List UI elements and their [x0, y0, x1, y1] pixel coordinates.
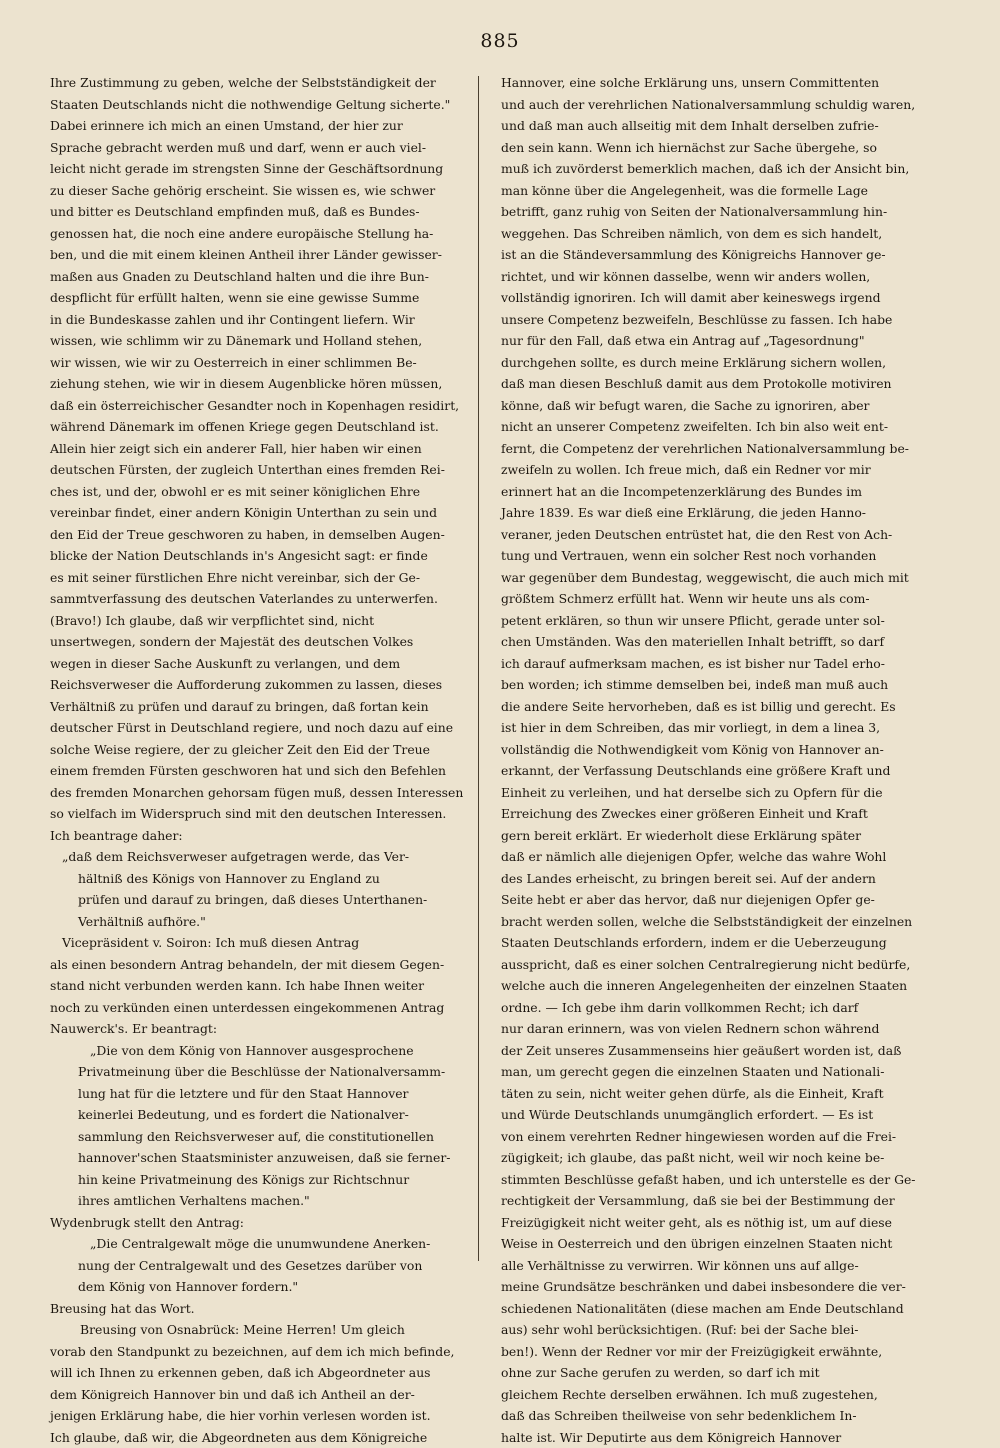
left-column — [50, 72, 473, 1268]
left-column-line: in die Bundeskasse zahlen und ihr Contingent liefern. Wir — [50, 309, 473, 331]
left-column-line: Ich glaube, daß wir, die Abgeordneten aus dem Königreiche — [50, 1427, 473, 1448]
left-column-line: keinerlei Bedeutung, und es fordert die Nationalver- — [50, 1104, 473, 1126]
left-column-line: hin keine Privatmeinung des Königs zur Richtschnur — [50, 1169, 473, 1191]
left-column-line: ziehung stehen, wie wir in diesem Augenblicke hören müssen, — [50, 373, 473, 395]
left-column-line: lung hat für die letztere und für den Staat Hannover — [50, 1083, 473, 1105]
right-column-line: durchgehen sollte, es durch meine Erklärung sichern wollen, — [501, 352, 924, 374]
left-column-line: des fremden Monarchen gehorsam fügen muß, dessen Interessen — [50, 782, 473, 804]
right-column-line: Seite hebt er aber das hervor, daß nur diejenigen Opfer ge- — [501, 889, 924, 911]
left-column-line: genossen hat, die noch eine andere europäische Stellung ha- — [50, 223, 473, 245]
left-column-line: den Eid der Treue geschworen zu haben, in demselben Augen- — [50, 524, 473, 546]
left-column-line: dem König von Hannover fordern." — [50, 1276, 473, 1298]
left-column-line: daß ein österreichischer Gesandter noch in Kopenhagen residirt, — [50, 395, 473, 417]
left-column-line: Breusing hat das Wort. — [50, 1298, 473, 1320]
left-column-line: und bitter es Deutschland empfinden muß, daß es Bundes- — [50, 201, 473, 223]
left-column-line: despflicht für erfüllt halten, wenn sie eine gewisse Summe — [50, 287, 473, 309]
right-column-line: halte ist. Wir Deputirte aus dem Königreich Hannover — [501, 1427, 924, 1448]
left-column-line: sammtverfassung des deutschen Vaterlandes zu unterwerfen. — [50, 588, 473, 610]
left-column-line: maßen aus Gnaden zu Deutschland halten und die ihre Bun- — [50, 266, 473, 288]
left-column-line: hannover'schen Staatsminister anzuweisen, daß sie ferner- — [50, 1147, 473, 1169]
right-column-line: ordne. — Ich gebe ihm darin vollkommen Recht; ich darf — [501, 997, 924, 1019]
right-column-line: und daß man auch allseitig mit dem Inhalt derselben zufrie- — [501, 115, 924, 137]
right-column-line: war gegenüber dem Bundestag, weggewischt, die auch mich mit — [501, 567, 924, 589]
right-column-line: und Würde Deutschlands unumgänglich erfordert. — Es ist — [501, 1104, 924, 1126]
left-column-line: Privatmeinung über die Beschlüsse der Nationalversamm- — [50, 1061, 473, 1083]
left-column-line: wegen in dieser Sache Auskunft zu verlangen, und dem — [50, 653, 473, 675]
right-column-line: nur für den Fall, daß etwa ein Antrag auf „Tagesordnung" — [501, 330, 924, 352]
left-column-line: jenigen Erklärung habe, die hier vorhin verlesen worden ist. — [50, 1405, 473, 1427]
right-column-line: ben worden; ich stimme demselben bei, indeß man muß auch — [501, 674, 924, 696]
left-column-line: Ich beantrage daher: — [50, 825, 473, 847]
left-column-line: Verhältniß aufhöre." — [50, 911, 473, 933]
left-column-line: hältniß des Königs von Hannover zu England zu — [50, 868, 473, 890]
right-column-line: gleichem Rechte derselben erwähnen. Ich muß zugestehen, — [501, 1384, 924, 1406]
left-column-line: Wydenbrugk stellt den Antrag: — [50, 1212, 473, 1234]
left-column-line: nung der Centralgewalt und des Gesetzes darüber von — [50, 1255, 473, 1277]
left-column-line: prüfen und darauf zu bringen, daß dieses Unterthanen- — [50, 889, 473, 911]
left-column-line: Allein hier zeigt sich ein anderer Fall, hier haben wir einen — [50, 438, 473, 460]
column-divider — [478, 76, 479, 1261]
right-column-line: chen Umständen. Was den materiellen Inhalt betrifft, so darf — [501, 631, 924, 653]
right-column-line: gern bereit erklärt. Er wiederholt diese Erklärung später — [501, 825, 924, 847]
right-column-line: und auch der verehrlichen Nationalversammlung schuldig waren, — [501, 94, 924, 116]
right-column-line: Staaten Deutschlands erfordern, indem er die Ueberzeugung — [501, 932, 924, 954]
right-column-line: veraner, jeden Deutschen entrüstet hat, die den Rest von Ach- — [501, 524, 924, 546]
left-column-line: als einen besondern Antrag behandeln, der mit diesem Gegen- — [50, 954, 473, 976]
left-column-line: sammlung den Reichsverweser auf, die constitutionellen — [50, 1126, 473, 1148]
left-column-line: noch zu verkünden einen unterdessen eingekommenen Antrag — [50, 997, 473, 1019]
right-column-line: Freizügigkeit nicht weiter geht, als es nöthig ist, um auf diese — [501, 1212, 924, 1234]
left-column-line: Staaten Deutschlands nicht die nothwendige Geltung sicherte." — [50, 94, 473, 116]
left-column-line: deutscher Fürst in Deutschland regiere, und noch dazu auf eine — [50, 717, 473, 739]
right-column-line: ist hier in dem Schreiben, das mir vorliegt, in dem a linea 3, — [501, 717, 924, 739]
right-column-line: vollständig die Nothwendigkeit vom König von Hannover an- — [501, 739, 924, 761]
right-column-line: könne, daß wir befugt waren, die Sache zu ignoriren, aber — [501, 395, 924, 417]
left-column-line: Sprache gebracht werden muß und darf, wenn er auch viel- — [50, 137, 473, 159]
left-column-line: „daß dem Reichsverweser aufgetragen werde, das Ver- — [50, 846, 473, 868]
left-column-line: stand nicht verbunden werden kann. Ich habe Ihnen weiter — [50, 975, 473, 997]
right-column-line: zweifeln zu wollen. Ich freue mich, daß ein Redner vor mir — [501, 459, 924, 481]
left-column-line: leicht nicht gerade im strengsten Sinne der Geschäftsordnung — [50, 158, 473, 180]
right-column-line: daß er nämlich alle diejenigen Opfer, welche das wahre Wohl — [501, 846, 924, 868]
right-column-line: nicht an unserer Competenz zweifelten. Ich bin also weit ent- — [501, 416, 924, 438]
right-column-line: tung und Vertrauen, wenn ein solcher Rest noch vorhanden — [501, 545, 924, 567]
left-column-line: Nauwerck's. Er beantragt: — [50, 1018, 473, 1040]
left-column-line: während Dänemark im offenen Kriege gegen Deutschland ist. — [50, 416, 473, 438]
right-column-line: ben!). Wenn der Redner vor mir der Freizügigkeit erwähnte, — [501, 1341, 924, 1363]
left-column-line: deutschen Fürsten, der zugleich Unterthan eines fremden Rei- — [50, 459, 473, 481]
right-column-line: den sein kann. Wenn ich hiernächst zur Sache übergehe, so — [501, 137, 924, 159]
right-column-line: man könne über die Angelegenheit, was die formelle Lage — [501, 180, 924, 202]
left-column-line: wir wissen, wie wir zu Oesterreich in einer schlimmen Be- — [50, 352, 473, 374]
left-column-line: ihres amtlichen Verhaltens machen." — [50, 1190, 473, 1212]
right-column-line: betrifft, ganz ruhig von Seiten der Nationalversammlung hin- — [501, 201, 924, 223]
page-number: 885 — [0, 30, 1000, 52]
right-column-line: ohne zur Sache gerufen zu werden, so darf ich mit — [501, 1362, 924, 1384]
left-column-line: einem fremden Fürsten geschworen hat und sich den Befehlen — [50, 760, 473, 782]
left-column-line: blicke der Nation Deutschlands in's Angesicht sagt: er finde — [50, 545, 473, 567]
left-column-line: Vicepräsident v. Soiron: Ich muß diesen Antrag — [50, 932, 473, 954]
left-column-line: ches ist, und der, obwohl er es mit seiner königlichen Ehre — [50, 481, 473, 503]
left-column-line: unsertwegen, sondern der Majestät des deutschen Volkes — [50, 631, 473, 653]
left-column-line: Reichsverweser die Aufforderung zukommen zu lassen, dieses — [50, 674, 473, 696]
left-column-line: (Bravo!) Ich glaube, daß wir verpflichtet sind, nicht — [50, 610, 473, 632]
right-column-line: Hannover, eine solche Erklärung uns, unsern Committenten — [501, 72, 924, 94]
right-column-line: der Zeit unseres Zusammenseins hier geäußert worden ist, daß — [501, 1040, 924, 1062]
right-column-line: stimmten Beschlüsse gefaßt haben, und ich unterstelle es der Ge- — [501, 1169, 924, 1191]
left-column-line: will ich Ihnen zu erkennen geben, daß ich Abgeordneter aus — [50, 1362, 473, 1384]
right-column-line: fernt, die Competenz der verehrlichen Nationalversammlung be- — [501, 438, 924, 460]
right-column-line: zügigkeit; ich glaube, das paßt nicht, weil wir noch keine be- — [501, 1147, 924, 1169]
right-column-line: Einheit zu verleihen, und hat derselbe sich zu Opfern für die — [501, 782, 924, 804]
right-column-line: die andere Seite hervorheben, daß es ist billig und gerecht. Es — [501, 696, 924, 718]
right-column-line: Jahre 1839. Es war dieß eine Erklärung, die jeden Hanno- — [501, 502, 924, 524]
left-column-line: Ihre Zustimmung zu geben, welche der Selbstständigkeit der — [50, 72, 473, 94]
left-column-line: Dabei erinnere ich mich an einen Umstand, der hier zur — [50, 115, 473, 137]
left-column-line: vereinbar findet, einer andern Königin Unterthan zu sein und — [50, 502, 473, 524]
right-column-line: täten zu sein, nicht weiter gehen dürfe, als die Einheit, Kraft — [501, 1083, 924, 1105]
right-column-line: ausspricht, daß es einer solchen Centralregierung nicht bedürfe, — [501, 954, 924, 976]
right-column-line: Weise in Oesterreich und den übrigen einzelnen Staaten nicht — [501, 1233, 924, 1255]
right-column-line: nur daran erinnern, was von vielen Rednern schon während — [501, 1018, 924, 1040]
left-column-line: solche Weise regiere, der zu gleicher Zeit den Eid der Treue — [50, 739, 473, 761]
left-column-line: zu dieser Sache gehörig erscheint. Sie wissen es, wie schwer — [50, 180, 473, 202]
right-column-line: schiedenen Nationalitäten (diese machen am Ende Deutschland — [501, 1298, 924, 1320]
right-column-line: erinnert hat an die Incompetenzerklärung des Bundes im — [501, 481, 924, 503]
right-column-line: muß ich zuvörderst bemerklich machen, daß ich der Ansicht bin, — [501, 158, 924, 180]
right-column-line: von einem verehrten Redner hingewiesen worden auf die Frei- — [501, 1126, 924, 1148]
right-column-line: größtem Schmerz erfüllt hat. Wenn wir heute uns als com- — [501, 588, 924, 610]
right-column-line: alle Verhältnisse zu verwirren. Wir können uns auf allge- — [501, 1255, 924, 1277]
left-column-line: wissen, wie schlimm wir zu Dänemark und Holland stehen, — [50, 330, 473, 352]
right-column-line: richtet, und wir können dasselbe, wenn wir anders wollen, — [501, 266, 924, 288]
right-column-line: man, um gerecht gegen die einzelnen Staaten und Nationali- — [501, 1061, 924, 1083]
right-column-line: ich darauf aufmerksam machen, es ist bisher nur Tadel erho- — [501, 653, 924, 675]
right-column-line: Erreichung des Zweckes einer größeren Einheit und Kraft — [501, 803, 924, 825]
right-column-line: meine Grundsätze beschränken und dabei insbesondere die ver- — [501, 1276, 924, 1298]
right-column-line: bracht werden sollen, welche die Selbstständigkeit der einzelnen — [501, 911, 924, 933]
right-column-line: vollständig ignoriren. Ich will damit aber keineswegs irgend — [501, 287, 924, 309]
left-column-line: so vielfach im Widerspruch sind mit den deutschen Interessen. — [50, 803, 473, 825]
right-column-line: erkannt, der Verfassung Deutschlands eine größere Kraft und — [501, 760, 924, 782]
right-column-line: daß das Schreiben theilweise von sehr bedenklichem In- — [501, 1405, 924, 1427]
right-column-line: petent erklären, so thun wir unsere Pflicht, gerade unter sol- — [501, 610, 924, 632]
right-column-line: ist an die Ständeversammlung des Königreichs Hannover ge- — [501, 244, 924, 266]
right-column-line: aus) sehr wohl berücksichtigen. (Ruf: bei der Sache blei- — [501, 1319, 924, 1341]
left-column-line: Verhältniß zu prüfen und darauf zu bringen, daß fortan kein — [50, 696, 473, 718]
left-column-line: Breusing von Osnabrück: Meine Herren! Um gleich — [50, 1319, 473, 1341]
left-column-line: ben, und die mit einem kleinen Antheil ihrer Länder gewisser- — [50, 244, 473, 266]
left-column-line: „Die Centralgewalt möge die unumwundene Anerken- — [50, 1233, 473, 1255]
left-column-line: vorab den Standpunkt zu bezeichnen, auf dem ich mich befinde, — [50, 1341, 473, 1363]
right-column-line: welche auch die inneren Angelegenheiten der einzelnen Staaten — [501, 975, 924, 997]
right-column-line: unsere Competenz bezweifeln, Beschlüsse zu fassen. Ich habe — [501, 309, 924, 331]
left-column-line: dem Königreich Hannover bin und daß ich Antheil an der- — [50, 1384, 473, 1406]
left-column-line: es mit seiner fürstlichen Ehre nicht vereinbar, sich der Ge- — [50, 567, 473, 589]
right-column-line: weggehen. Das Schreiben nämlich, von dem es sich handelt, — [501, 223, 924, 245]
right-column-line: daß man diesen Beschluß damit aus dem Protokolle motiviren — [501, 373, 924, 395]
right-column — [501, 72, 924, 1268]
right-column-line: des Landes erheischt, zu bringen bereit sei. Auf der andern — [501, 868, 924, 890]
right-column-line: rechtigkeit der Versammlung, daß sie bei der Bestimmung der — [501, 1190, 924, 1212]
left-column-line: „Die von dem König von Hannover ausgesprochene — [50, 1040, 473, 1062]
